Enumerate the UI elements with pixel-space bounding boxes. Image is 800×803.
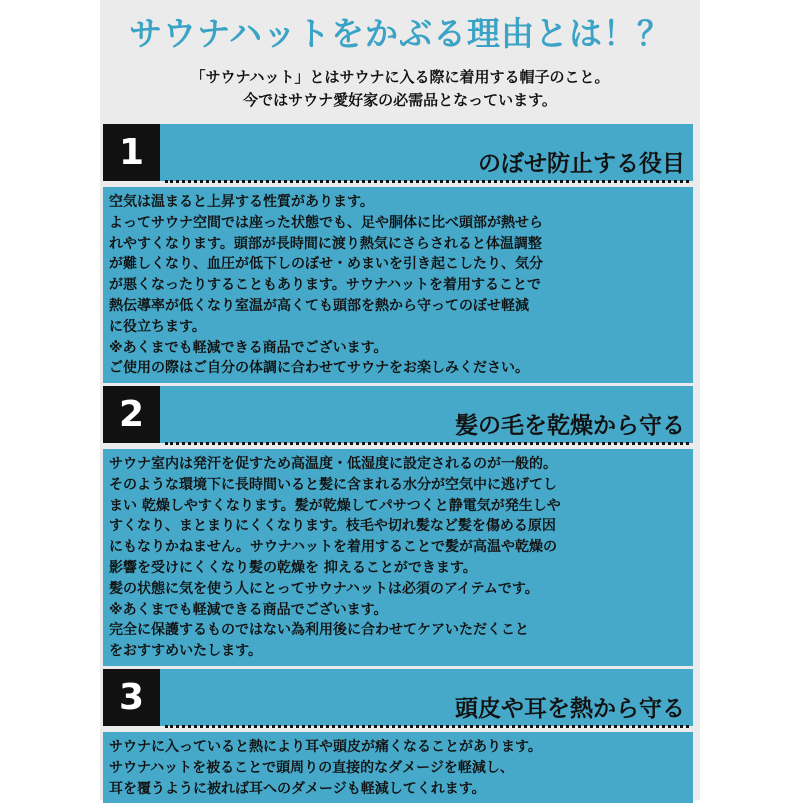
body-line: まい 乾燥しやすくなります。髪が乾燥してパサつくと静電気が発生しや (109, 497, 561, 514)
dotted-divider (165, 725, 689, 728)
intro-line: 今ではサウナ愛好家の必需品となっています。 (243, 91, 557, 109)
body-line: ※あくまでも軽減できる商品でございます。 (109, 601, 388, 618)
body-line: に役立ちます。 (109, 318, 206, 335)
body-line: サウナに入っていると熱により耳や頭皮が痛くなることがあります。 (109, 739, 542, 755)
dotted-divider (165, 442, 689, 445)
dotted-divider (165, 180, 689, 183)
body-line: が難しくなり、血圧が低下しのぼせ・めまいを引き起こしたり、気分 (109, 256, 543, 273)
body-line: よってサウナ空間では座った状態でも、足や胴体に比べ頭部が熱せら (109, 214, 543, 231)
section-header (103, 386, 693, 443)
body-line: すくなり、まとまりにくくなります。枝毛や切れ髪など髪を傷める原因 (109, 518, 556, 535)
section-number: 1 (103, 124, 160, 181)
intro-text (100, 66, 700, 112)
body-line: 影響を受けにくくなり髪の乾燥を 抑えることができます。 (109, 559, 477, 576)
section-header (103, 124, 693, 181)
section-1 (103, 124, 693, 383)
body-line: をおすすめいたします。 (109, 643, 263, 660)
section-2 (103, 386, 693, 666)
page-title: サウナハットをかぶる理由とは！？ (128, 14, 672, 53)
body-line: サウナ室内は発汗を促すため高温度・低湿度に設定されるのが一般的。 (109, 456, 557, 472)
body-line: 空気は温まると上昇する性質があります。 (109, 194, 374, 210)
section-heading: 髪の毛を乾燥から守る (455, 413, 685, 439)
section-3 (103, 669, 693, 803)
body-line: ※あくまでも軽減できる商品でございます。 (109, 339, 388, 356)
intro-line: 「サウナハット」とはサウナに入る際に着用する帽子のこと。 (190, 68, 610, 86)
section-heading: 頭皮や耳を熱から守る (455, 696, 685, 722)
body-line: 熱伝導率が低くなり室温が高くても頭部を熱から守ってのぼせ軽減 (109, 297, 529, 314)
body-line: そのような環境下に長時間いると髪に含まれる水分が空気中に逃げてし (109, 476, 557, 493)
body-line: にもなりかねません。サウナハットを着用することで髪が高温や乾燥の (109, 539, 557, 556)
body-line: サウナハットを被ることで頭周りの直接的なダメージを軽減し、 (109, 759, 514, 776)
body-line: れやすくなります。頭部が長時間に渡り熱気にさらされると体温調整 (109, 235, 542, 252)
body-line: が悪くなったりすることもあります。サウナハットを着用することで (109, 277, 542, 294)
section-heading: のぼせ防止する役目 (478, 151, 685, 177)
section-body (103, 187, 693, 383)
body-line: 耳を覆うように被れば耳へのダメージも軽減してくれます。 (109, 780, 486, 797)
section-body (103, 732, 693, 803)
body-line: 髪の状態に気を使う人にとってサウナハットは必須のアイテムです。 (109, 580, 539, 597)
section-body (103, 449, 693, 666)
body-line: ご使用の際はご自分の体調に合わせてサウナをお楽しみください。 (109, 360, 529, 377)
section-header (103, 669, 693, 726)
body-line: 完全に保護するものではない為利用後に合わせてケアいただくこと (109, 622, 529, 639)
section-number: 2 (103, 386, 160, 443)
section-number: 3 (103, 669, 160, 726)
